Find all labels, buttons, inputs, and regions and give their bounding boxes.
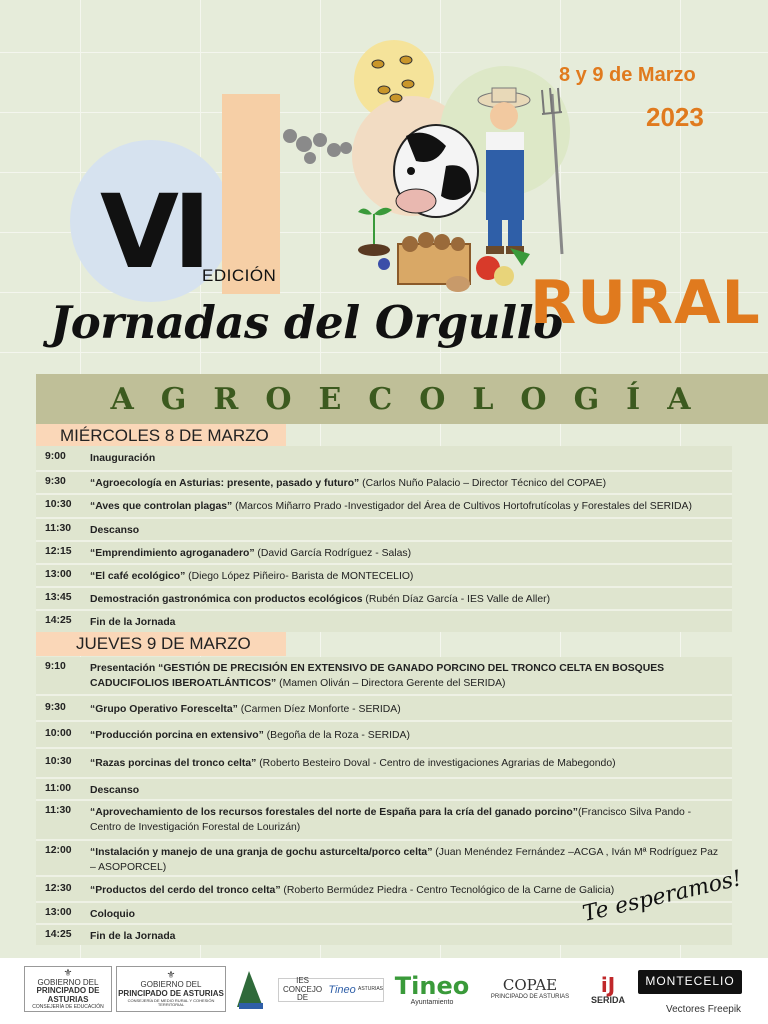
row-title: Fin de la Jornada: [90, 931, 176, 942]
row-detail: (Marcos Miñarro Prado -Investigador del Área de Cultivos Hortofrutícolas y Forestales del SERIDA): [232, 501, 692, 512]
row-detail: (Juan Menéndez Fernández –ACGA , Iván Mª Rodríguez Paz – ASOPORCEL): [90, 847, 719, 873]
row-desc: [90, 702, 732, 720]
logo-text: Tineo: [328, 983, 356, 996]
logo-text: PRINCIPADO DE ASTURIAS: [118, 989, 224, 999]
row-detail: (Carmen Díez Monforte - SERIDA): [237, 704, 401, 715]
schedule-row: [36, 540, 732, 563]
row-time: 9:10: [45, 661, 66, 672]
row-desc: [90, 728, 732, 747]
logo-text: PRINCIPADO DE ASTURIAS: [490, 993, 570, 1000]
event-dates: 8 y 9 de Marzo: [559, 64, 696, 86]
row-time: 13:00: [45, 569, 72, 580]
row-title: Inauguración: [90, 453, 156, 464]
row-title: Demostración gastronómica con productos ecológicos: [90, 594, 363, 605]
crest-icon: ⚜: [166, 970, 176, 982]
logo-text: Ayuntamiento: [410, 999, 454, 1007]
schedule-row: [36, 609, 732, 632]
row-detail: (Carlos Nuño Palacio – Director Técnico del COPAE): [359, 478, 607, 489]
schedule-row: [36, 799, 732, 839]
vegetables-illustration: [354, 204, 544, 300]
row-desc: [90, 805, 732, 839]
row-desc: [90, 615, 732, 632]
row-title: “El café ecológico”: [90, 571, 186, 582]
logo-text: PRINCIPADO DE ASTURIAS: [36, 986, 100, 1005]
logo-text: COPAE: [502, 976, 558, 995]
event-title: Jornadas del Orgullo: [50, 296, 563, 349]
row-desc: [90, 499, 732, 517]
sponsor-footer: [0, 958, 768, 1024]
row-title: Fin de la Jornada: [90, 617, 176, 628]
row-desc: [90, 476, 732, 493]
schedule-row: [36, 720, 732, 747]
row-time: 9:00: [45, 451, 66, 462]
row-title: Coloquio: [90, 909, 136, 920]
schedule-row: [36, 446, 732, 470]
schedule-row: [36, 747, 732, 777]
logo-text: CONSEJERÍA DE EDUCACIÓN: [32, 1003, 104, 1010]
schedule-row: [36, 839, 732, 875]
logo-copae: [480, 972, 580, 1006]
row-detail: (Francisco Silva Pando - Centro de Investigación Forestal de Lourizán): [90, 807, 692, 833]
schedule-row: [36, 777, 732, 799]
logo-ayuntamiento-tineo: [388, 968, 476, 1012]
row-desc: [90, 546, 732, 563]
row-title: Descanso: [90, 785, 140, 796]
row-detail: (Rubén Díaz García - IES Valle de Aller): [362, 594, 551, 605]
row-time: 12:00: [45, 845, 72, 856]
schedule-row: [36, 517, 732, 540]
row-time: 14:25: [45, 929, 72, 940]
theme-band: [36, 374, 768, 424]
logo-text: Tineo: [394, 971, 470, 1000]
day1-schedule: [36, 446, 732, 632]
logo-text: GOBIERNO DEL: [140, 980, 202, 990]
schedule-row: [36, 657, 732, 694]
logo-text: MONTECELIO: [645, 974, 735, 989]
logo-serida: [586, 966, 630, 1014]
row-time: 10:30: [45, 756, 72, 767]
schedule-row: [36, 694, 732, 720]
row-title: Presentación “GESTIÓN DE PRECISIÓN EN EXTENSIVO DE GANADO PORCINO DEL TRONCO CELTA EN BOSQUES CADUCIFOLIOS IBEROATLÁNTICOS”: [90, 663, 665, 689]
serida-mark-icon: iJ: [600, 973, 616, 998]
row-title: “Producción porcina en extensivo”: [90, 730, 264, 741]
logo-emblem: [230, 964, 270, 1014]
row-time: 9:30: [45, 476, 66, 487]
row-title: “Razas porcinas del tronco celta”: [90, 758, 257, 769]
row-detail: (Begoña de la Roza - SERIDA): [263, 730, 410, 741]
image-credit: Vectores Freepik: [666, 1004, 742, 1015]
edition-label: EDICIÓN: [202, 266, 277, 285]
row-title: “Aves que controlan plagas”: [90, 501, 233, 512]
schedule-row: [36, 586, 732, 609]
row-time: 9:30: [45, 702, 66, 713]
row-desc: [90, 569, 732, 586]
logo-text: SERIDA: [590, 995, 625, 1006]
row-detail: (Roberto Bermúdez Piedra - Centro Tecnológico de la Carne de Galicia): [280, 885, 615, 896]
day1-heading: MIÉRCOLES 8 DE MARZO: [36, 424, 286, 448]
branch-illustration: [280, 126, 356, 176]
row-desc: [90, 451, 732, 470]
row-time: 12:15: [45, 546, 72, 557]
row-title: “Agroecología en Asturias: presente, pasado y futuro”: [90, 478, 360, 489]
row-desc: [90, 783, 732, 799]
row-desc: [90, 523, 732, 540]
row-detail: (Mamen Oliván – Directora Gerente del SERIDA): [276, 678, 506, 689]
schedule-row: [36, 470, 732, 493]
logo-montecelio: [638, 970, 742, 994]
crest-icon: ⚜: [63, 967, 73, 979]
row-desc: [90, 929, 732, 945]
logo-ies-tineo: [278, 975, 384, 1003]
row-desc: [90, 592, 732, 609]
row-time: 12:30: [45, 883, 72, 894]
logo-text: CONSEJERÍA DE MEDIO RURAL Y COHESIÓN TERRITORIAL: [127, 997, 215, 1008]
row-title: “Productos del cerdo del tronco celta”: [90, 885, 281, 896]
row-desc: [90, 661, 732, 694]
row-time: 14:25: [45, 615, 72, 626]
event-title-rural: RURAL: [530, 268, 761, 338]
row-title: “Emprendimiento agroganadero”: [90, 548, 255, 559]
day2-heading: JUEVES 9 DE MARZO: [36, 632, 286, 656]
row-title: “Instalación y manejo de una granja de gochu asturcelta/porco celta”: [90, 847, 433, 858]
row-title: Descanso: [90, 525, 140, 536]
row-time: 11:30: [45, 805, 72, 816]
logo-text: IES CONCEJO DE: [282, 975, 323, 1003]
schedule-row: [36, 563, 732, 586]
row-desc: [90, 845, 732, 875]
logo-gobierno-educacion: [24, 966, 112, 1012]
row-time: 11:30: [45, 523, 72, 534]
bees-illustration: [364, 50, 424, 110]
row-time: 10:00: [45, 728, 72, 739]
row-detail: (Roberto Besteiro Doval - Centro de investigaciones Agrarias de Mabegondo): [256, 758, 616, 769]
row-time: 11:00: [45, 783, 72, 794]
logo-gobierno-medio-rural: [116, 966, 226, 1012]
schedule-row: [36, 493, 732, 517]
event-year: 2023: [646, 102, 704, 132]
logo-text: GOBIERNO DEL: [37, 977, 99, 987]
decor-bar-peach: [222, 94, 280, 294]
row-title: “Grupo Operativo Foresceltа”: [90, 704, 238, 715]
schedule-row: [36, 923, 732, 945]
edition-numeral: VI: [100, 173, 205, 292]
row-time: 13:45: [45, 592, 72, 603]
logo-text: ASTURIAS: [357, 986, 383, 993]
row-time: 13:00: [45, 907, 72, 918]
row-time: 10:30: [45, 499, 72, 510]
row-detail: (David García Rodríguez - Salas): [254, 548, 412, 559]
theme-title: AGROECOLOGÍA: [110, 382, 718, 417]
row-detail: (Diego López Piñeiro- Barista de MONTECELIO): [185, 571, 414, 582]
row-desc: [90, 756, 732, 777]
closing-message: Te esperamos!: [580, 866, 745, 927]
row-title: “Aprovechamiento de los recursos forestales del norte de España para la cría del ganado porcino”: [90, 807, 578, 818]
